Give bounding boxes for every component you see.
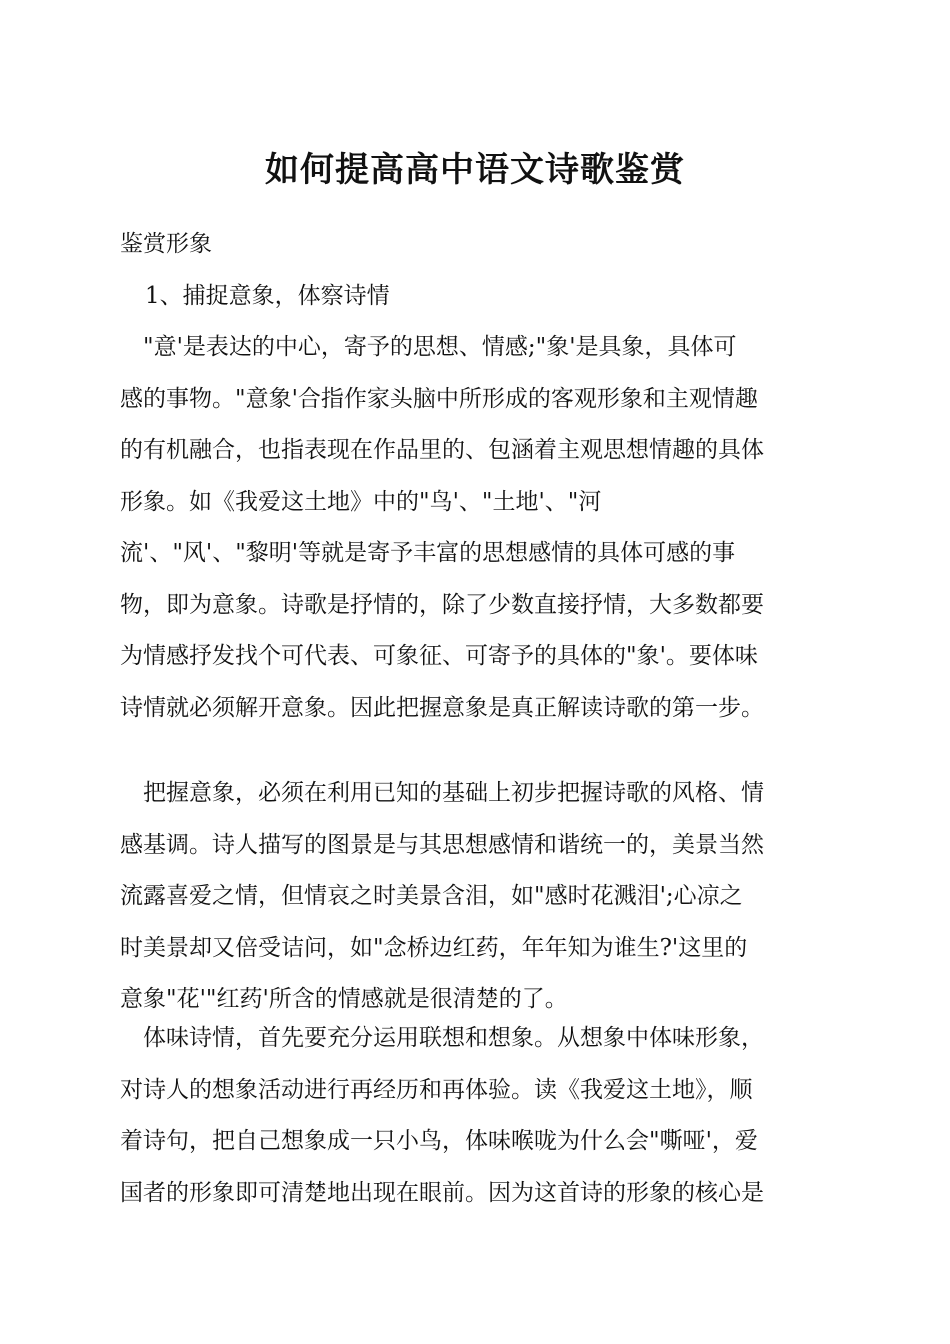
paragraph-line: 流'、"风'、"黎明'等就是寄予丰富的思想感情的具体可感的事: [120, 540, 736, 566]
sub-heading: 1、捕捉意象，体察诗情: [145, 283, 390, 309]
paragraph-line: 意象"花'"红药'所含的情感就是很清楚的了。: [120, 986, 568, 1012]
paragraph-line: "意'是表达的中心，寄予的思想、情感;"象'是具象，具体可: [120, 334, 737, 360]
paragraph-line: 为情感抒发找个可代表、可象征、可寄予的具体的"象'。要体味: [120, 643, 758, 669]
paragraph-line: 时美景却又倍受诘问，如"念桥边红药，年年知为谁生?'这里的: [120, 934, 748, 961]
paragraph-line: 国者的形象即可清楚地出现在眼前。因为这首诗的形象的核心是: [120, 1179, 764, 1206]
paragraph-line: 感基调。诗人描写的图景是与其思想感情和谐统一的，美景当然: [120, 831, 764, 858]
paragraph-line: 物，即为意象。诗歌是抒情的，除了少数直接抒情，大多数都要: [120, 591, 764, 618]
paragraph-line: 的有机融合，也指表现在作品里的、包涵着主观思想情趣的具体: [120, 437, 764, 463]
paragraph-line: 对诗人的想象活动进行再经历和再体验。读《我爱这土地》，顺: [120, 1076, 753, 1103]
paragraph-line: 感的事物。"意象'合指作家头脑中所形成的客观形象和主观情趣: [120, 385, 758, 412]
paragraph-grasp-imagery: [120, 768, 834, 1026]
paragraph-line: 着诗句，把自己想象成一只小鸟，体味喉咙为什么会"嘶哑'，爱: [120, 1128, 758, 1154]
section-heading: 鉴赏形象: [120, 231, 212, 257]
paragraph-imagery-definition: [120, 322, 834, 734]
paragraph-line: 形象。如《我爱这土地》中的"鸟'、"土地'、"河: [120, 488, 602, 515]
document-title: 如何提高高中语文诗歌鉴赏: [265, 150, 685, 190]
paragraph-line: 诗情就必须解开意象。因此把握意象是真正解读诗歌的第一步。: [120, 694, 764, 721]
paragraph-line: 把握意象，必须在利用已知的基础上初步把握诗歌的风格、情: [120, 780, 764, 806]
paragraph-feel-poetry: [120, 1013, 834, 1219]
paragraph-line: 流露喜爱之情，但情哀之时美景含泪，如"感时花溅泪';心凉之: [120, 883, 743, 909]
paragraph-line: 体味诗情，首先要充分运用联想和想象。从想象中体味形象，: [120, 1025, 764, 1051]
